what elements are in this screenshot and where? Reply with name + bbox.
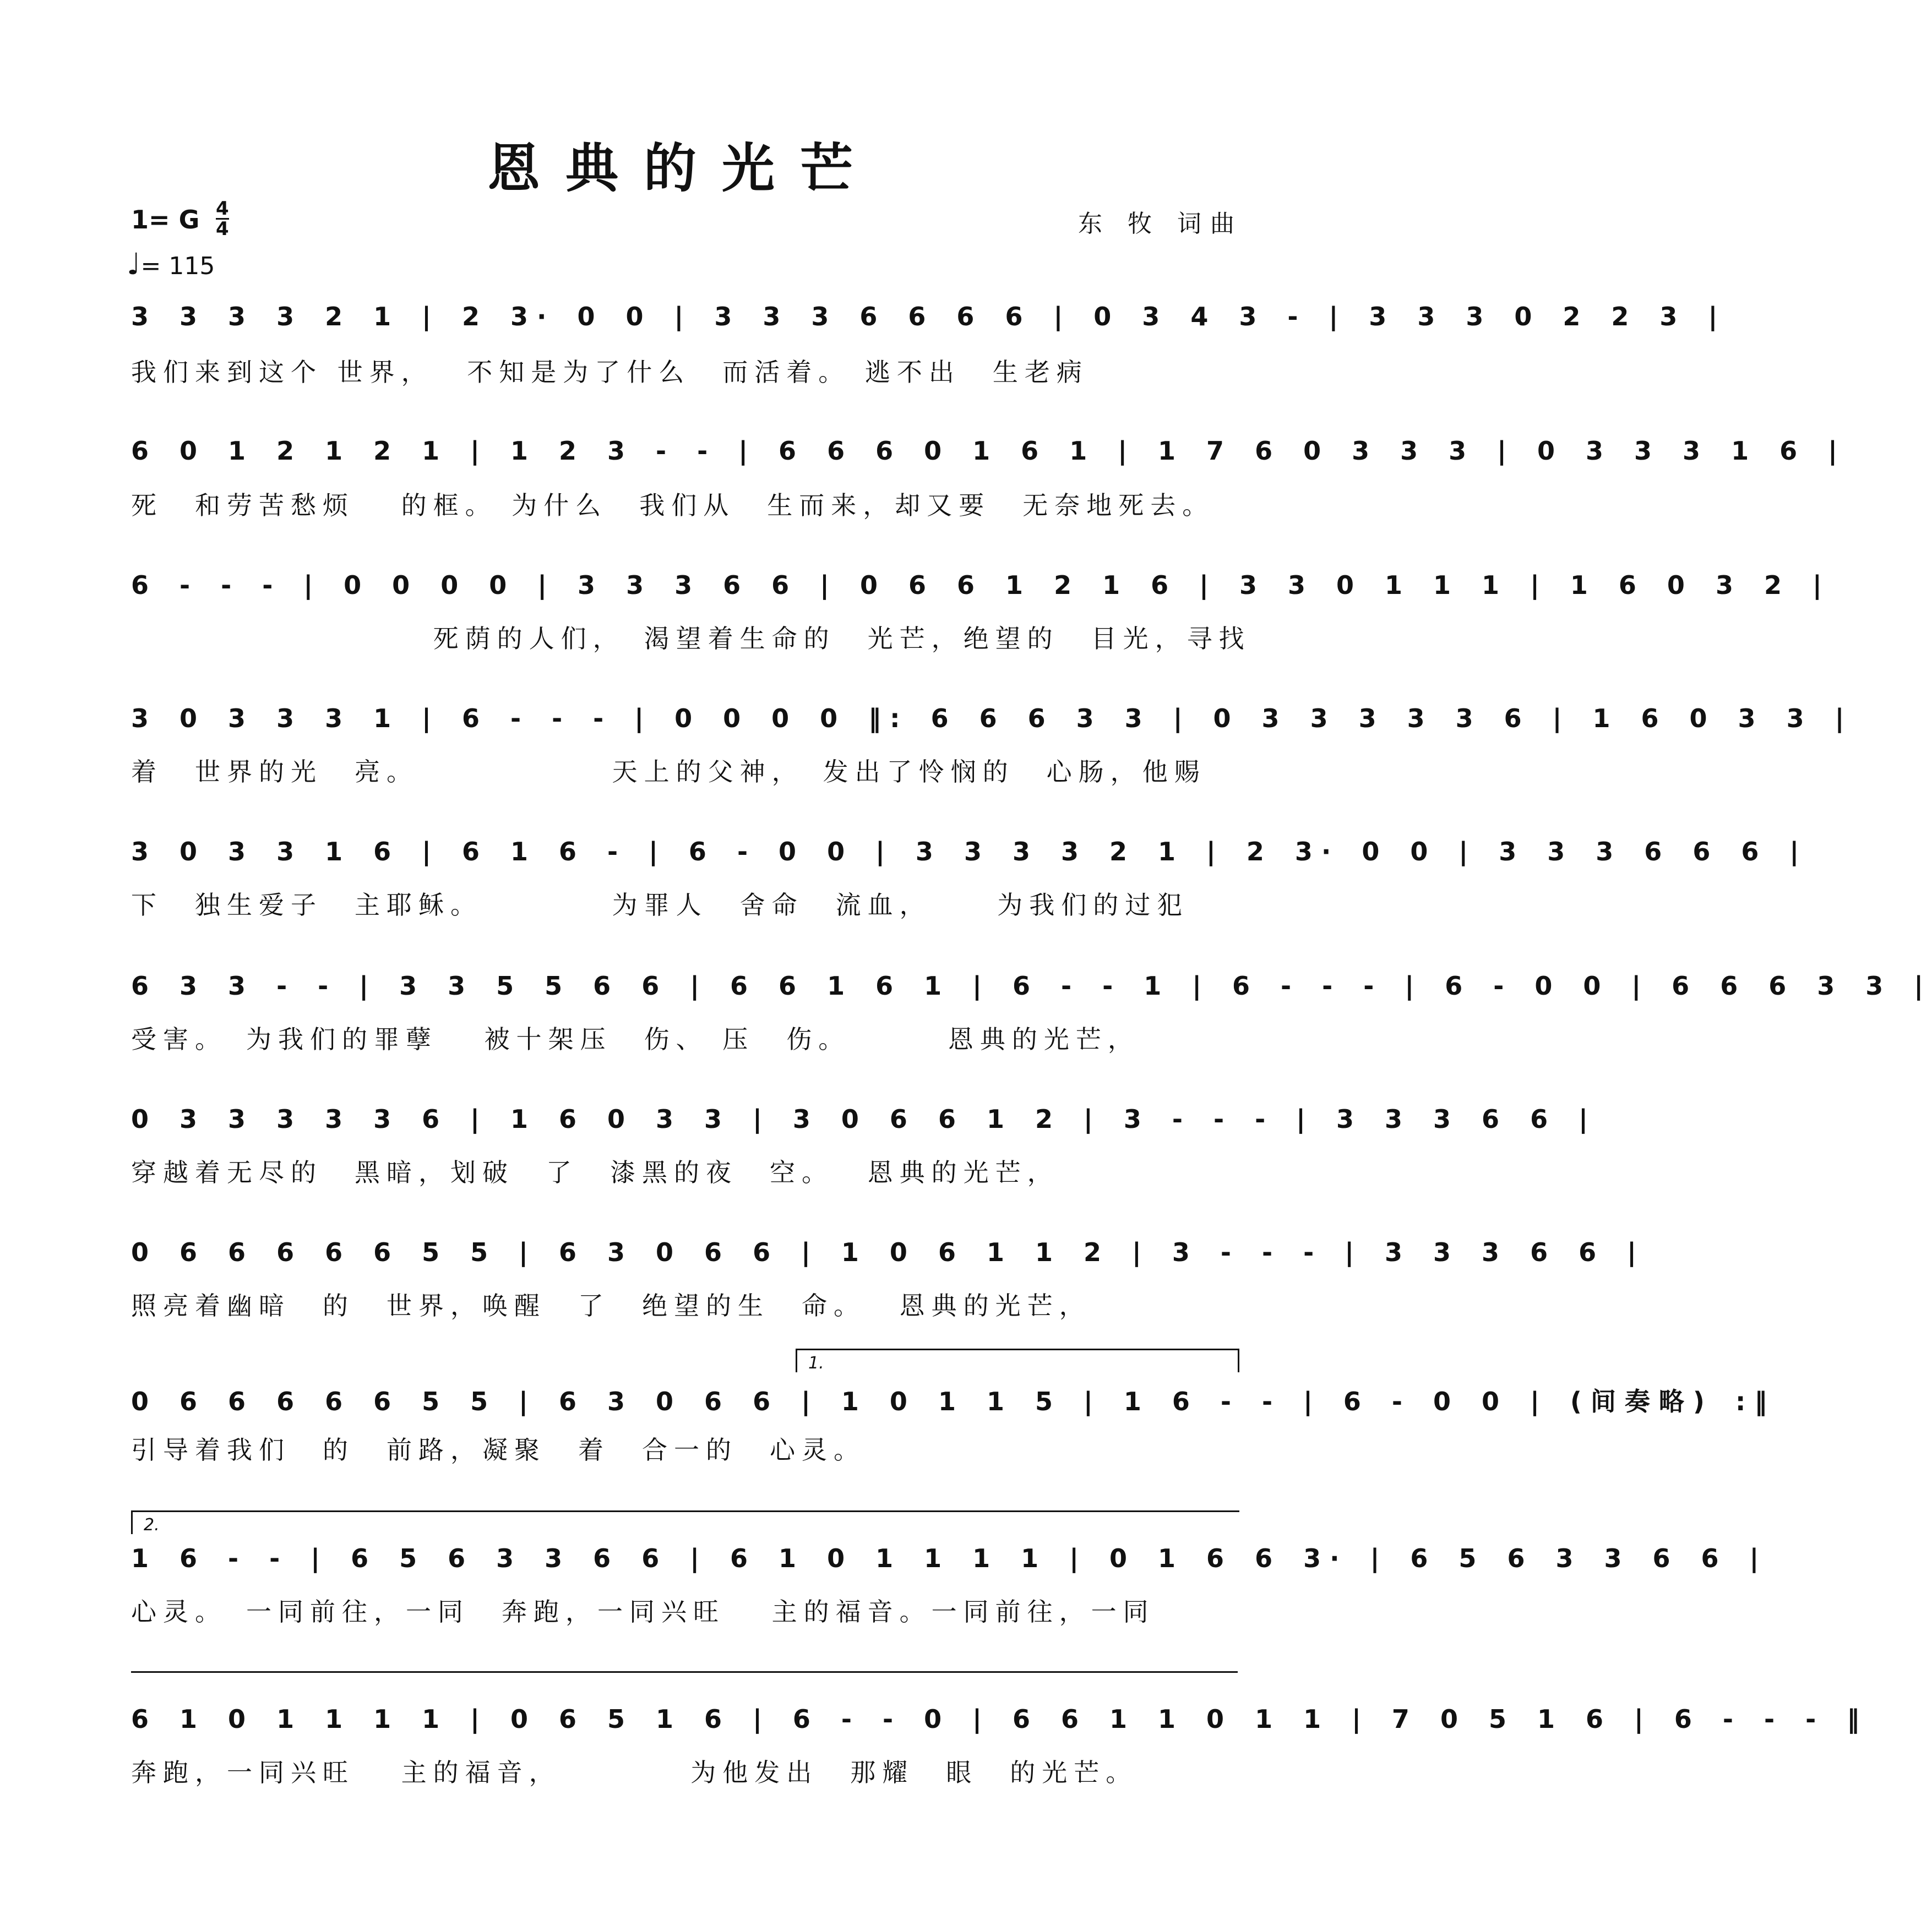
notation-row: 3 0 3 3 1 6 | 6 1 6 - | 6 - 0 0 | 3 3 3 3 2 1 | 2 3· 0 0 | 3 3 3 6 6 6 | xyxy=(131,837,1808,866)
notation-row: 6 3 3 - - | 3 3 5 5 6 6 | 6 6 1 6 1 | 6 - - 1 | 6 - - - | 6 - 0 0 | 6 6 6 3 3 | xyxy=(131,971,1932,1001)
lyrics-row: 死荫的人们， 渴望着生命的 光芒，绝望的 目光，寻找 xyxy=(131,624,1251,653)
lyrics-row: 心灵。 一同前往，一同 奔跑，一同兴旺 主的福音。一同前往，一同 xyxy=(131,1597,1155,1627)
key-signature: 1= G xyxy=(131,205,200,234)
first-ending-bracket xyxy=(796,1349,1239,1372)
quarter-note-icon: ♩ xyxy=(127,247,141,281)
lyrics-row: 奔跑，一同兴旺 主的福音， 为他发出 那耀 眼 的光芒。 xyxy=(131,1758,1138,1787)
notation-row: 6 - - - | 0 0 0 0 | 3 3 3 6 6 | 0 6 6 1 2 1 6 | 3 3 0 1 1 1 | 1 6 0 3 2 | xyxy=(131,570,1831,600)
first-ending-label: 1. xyxy=(808,1354,824,1373)
song-title: 恩典的光芒 xyxy=(487,137,878,199)
notation-row: 3 0 3 3 3 1 | 6 - - - | 0 0 0 0 ‖: 6 6 6 3 3 | 0 3 3 3 3 3 6 | 1 6 0 3 3 | xyxy=(131,703,1853,733)
tempo-value: = 115 xyxy=(140,252,215,280)
lyrics-row: 受害。 为我们的罪孽 被十架压 伤、 压 伤。 恩典的光芒， xyxy=(131,1024,1140,1054)
tempo-marking xyxy=(127,247,215,281)
notation-row: 6 0 1 2 1 2 1 | 1 2 3 - - | 6 6 6 0 1 6 1 | 1 7 6 0 3 3 3 | 0 3 3 3 1 6 | xyxy=(131,436,1846,466)
lyrics-row: 照亮着幽暗 的 世界，唤醒 了 绝望的生 命。 恩典的光芒， xyxy=(131,1291,1091,1321)
notation-row: 0 6 6 6 6 6 5 5 | 6 3 0 6 6 | 1 0 1 1 5 | 1 6 - - | 6 - 0 0 | (间奏略) :‖ xyxy=(131,1387,1776,1416)
notation-row: 3 3 3 3 2 1 | 2 3· 0 0 | 3 3 3 6 6 6 6 | 0 3 4 3 - | 3 3 3 0 2 2 3 | xyxy=(131,302,1727,331)
notation-row: 0 6 6 6 6 6 5 5 | 6 3 0 6 6 | 1 0 6 1 1 2 | 3 - - - | 3 3 3 6 6 | xyxy=(131,1237,1645,1267)
time-signature xyxy=(216,199,229,238)
lyrics-row: 下 独生爱子 主耶稣。 为罪人 舍命 流血， 为我们的过犯 xyxy=(131,890,1189,920)
lyrics-row: 我们来到这个 世界， 不知是为了什么 而活着。 逃不出 生老病 xyxy=(131,357,1089,387)
second-ending-bracket xyxy=(131,1510,1239,1534)
lyrics-row: 穿越着无尽的 黑暗，划破 了 漆黑的夜 空。 恩典的光芒， xyxy=(131,1158,1059,1187)
time-signature-bottom: 4 xyxy=(216,218,229,240)
second-ending-label: 2. xyxy=(144,1515,160,1535)
notation-row: 1 6 - - | 6 5 6 3 3 6 6 | 6 1 0 1 1 1 1 | 0 1 6 6 3· | 6 5 6 3 3 6 6 | xyxy=(131,1543,1768,1573)
notation-row: 0 3 3 3 3 3 6 | 1 6 0 3 3 | 3 0 6 6 1 2 | 3 - - - | 3 3 3 6 6 | xyxy=(131,1104,1597,1134)
lyrics-row: 着 世界的光 亮。 天上的父神， 发出了怜悯的 心肠，他赐 xyxy=(131,757,1206,787)
lyrics-row: 死 和劳苦愁烦 的框。 为什么 我们从 生而来，却又要 无奈地死去。 xyxy=(131,490,1215,520)
notation-row: 6 1 0 1 1 1 1 | 0 6 5 1 6 | 6 - - 0 | 6 6 1 1 0 1 1 | 7 0 5 1 6 | 6 - - - ‖ xyxy=(131,1704,1869,1734)
ending-line xyxy=(131,1671,1238,1673)
time-signature-top: 4 xyxy=(216,198,229,220)
lyrics-row: 引导着我们 的 前路，凝聚 着 合一的 心灵。 xyxy=(131,1435,866,1465)
author-credit: 东 牧 词曲 xyxy=(1078,210,1243,238)
